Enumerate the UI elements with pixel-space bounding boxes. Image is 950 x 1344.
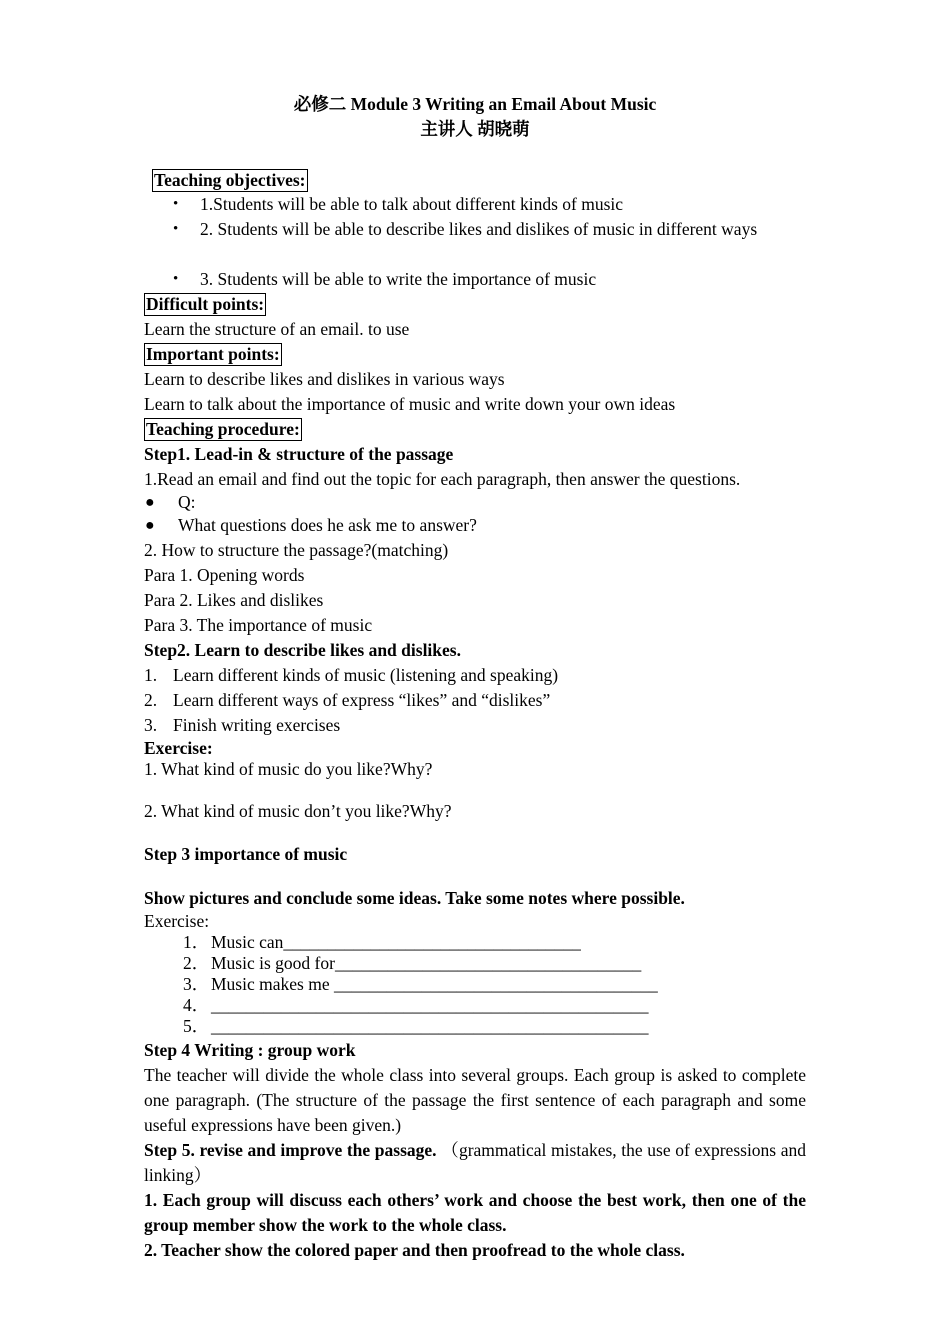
step5-item: 2. Teacher show the colored paper and then proofread to the whole class. (144, 1240, 685, 1260)
step4-paragraph: The teacher will divide the whole class into several groups. Each group is asked to complete one paragraph. (The structure of the passage the first sentence of each paragraph and some useful expressions have been given.) (144, 1065, 806, 1135)
step5-note: （grammatical mistakes, the use of expressions and linking） (144, 1140, 807, 1185)
exercise-question: 2. What kind of music don’t you like?Why? (144, 801, 452, 821)
step2-title: Step2. Learn to describe likes and dislikes. (144, 640, 461, 660)
para-item: Para 1. Opening words (144, 565, 305, 585)
step2-item: Learn different kinds of music (listening and speaking) (173, 665, 559, 685)
step3-number: 5． (183, 1016, 210, 1036)
bullet-icon: • (173, 196, 179, 212)
step2-exercise-label: Exercise: (144, 738, 213, 758)
important-line: Learn to describe likes and dislikes in various ways (144, 369, 505, 389)
step3-blank: __________________________________________________ (211, 1016, 649, 1036)
step2-number: 2. (144, 690, 158, 710)
step3-number: 3． (183, 974, 210, 994)
step2-number: 3. (144, 715, 158, 735)
step5-paragraph (144, 1138, 806, 1188)
step3-blank: __________________________________________________ (211, 995, 649, 1015)
step3-blank: Music is good for___________________________________ (211, 953, 642, 973)
filled-bullet-icon: ● (145, 517, 155, 534)
objectives-heading: Teaching objectives: (154, 170, 306, 190)
important-heading: Important points: (146, 344, 280, 364)
step5-item: 1. Each group will discuss each others’ work and choose the best work, then one of the group member show the work to the whole class. (144, 1190, 806, 1235)
step4-title: Step 4 Writing : group work (144, 1040, 356, 1060)
exercise-question: 1. What kind of music do you like?Why? (144, 759, 433, 779)
step3-blank: Music makes me _____________________________________ (211, 974, 658, 994)
step3-number: 4． (183, 995, 210, 1015)
step3-title: Step 3 importance of music (144, 844, 348, 864)
procedure-heading: Teaching procedure: (146, 419, 300, 439)
step1-task2: 2. How to structure the passage?(matching) (144, 540, 449, 560)
difficult-heading: Difficult points: (146, 294, 265, 314)
step3-instruction: Show pictures and conclude some ideas. Take some notes where possible. (144, 888, 685, 908)
step1-bullet: What questions does he ask me to answer? (178, 515, 477, 535)
step3-number: 2． (183, 953, 210, 973)
step2-item: Learn different ways of express “likes” and “dislikes” (173, 690, 551, 710)
step3-blank: Music can__________________________________ (211, 932, 581, 952)
step3-number: 1． (183, 932, 210, 952)
bullet-icon: • (173, 271, 179, 287)
step2-number: 1. (144, 665, 158, 685)
bullet-icon: • (173, 221, 179, 237)
step5-title: Step 5. revise and improve the passage. (144, 1140, 437, 1160)
step3-exercise-label: Exercise: (144, 911, 210, 931)
speaker-line: 主讲人 胡晓萌 (420, 119, 530, 139)
step1-bullet: Q: (178, 492, 196, 512)
para-item: Para 2. Likes and dislikes (144, 590, 324, 610)
document-title: 必修二 Module 3 Writing an Email About Music (293, 94, 657, 114)
important-line: Learn to talk about the importance of music and write down your own ideas (144, 394, 676, 414)
step1-title: Step1. Lead-in & structure of the passage (144, 444, 454, 464)
filled-bullet-icon: ● (145, 494, 155, 511)
difficult-text: Learn the structure of an email. to use (144, 319, 410, 339)
objective-item: 2. Students will be able to describe likes and dislikes of music in different ways (200, 219, 758, 239)
objective-item: 3. Students will be able to write the importance of music (200, 269, 597, 289)
step2-item: Finish writing exercises (173, 715, 341, 735)
para-item: Para 3. The importance of music (144, 615, 373, 635)
step1-task1: 1.Read an email and find out the topic for each paragraph, then answer the questions. (144, 469, 741, 489)
objective-item: 1.Students will be able to talk about different kinds of music (200, 194, 624, 214)
